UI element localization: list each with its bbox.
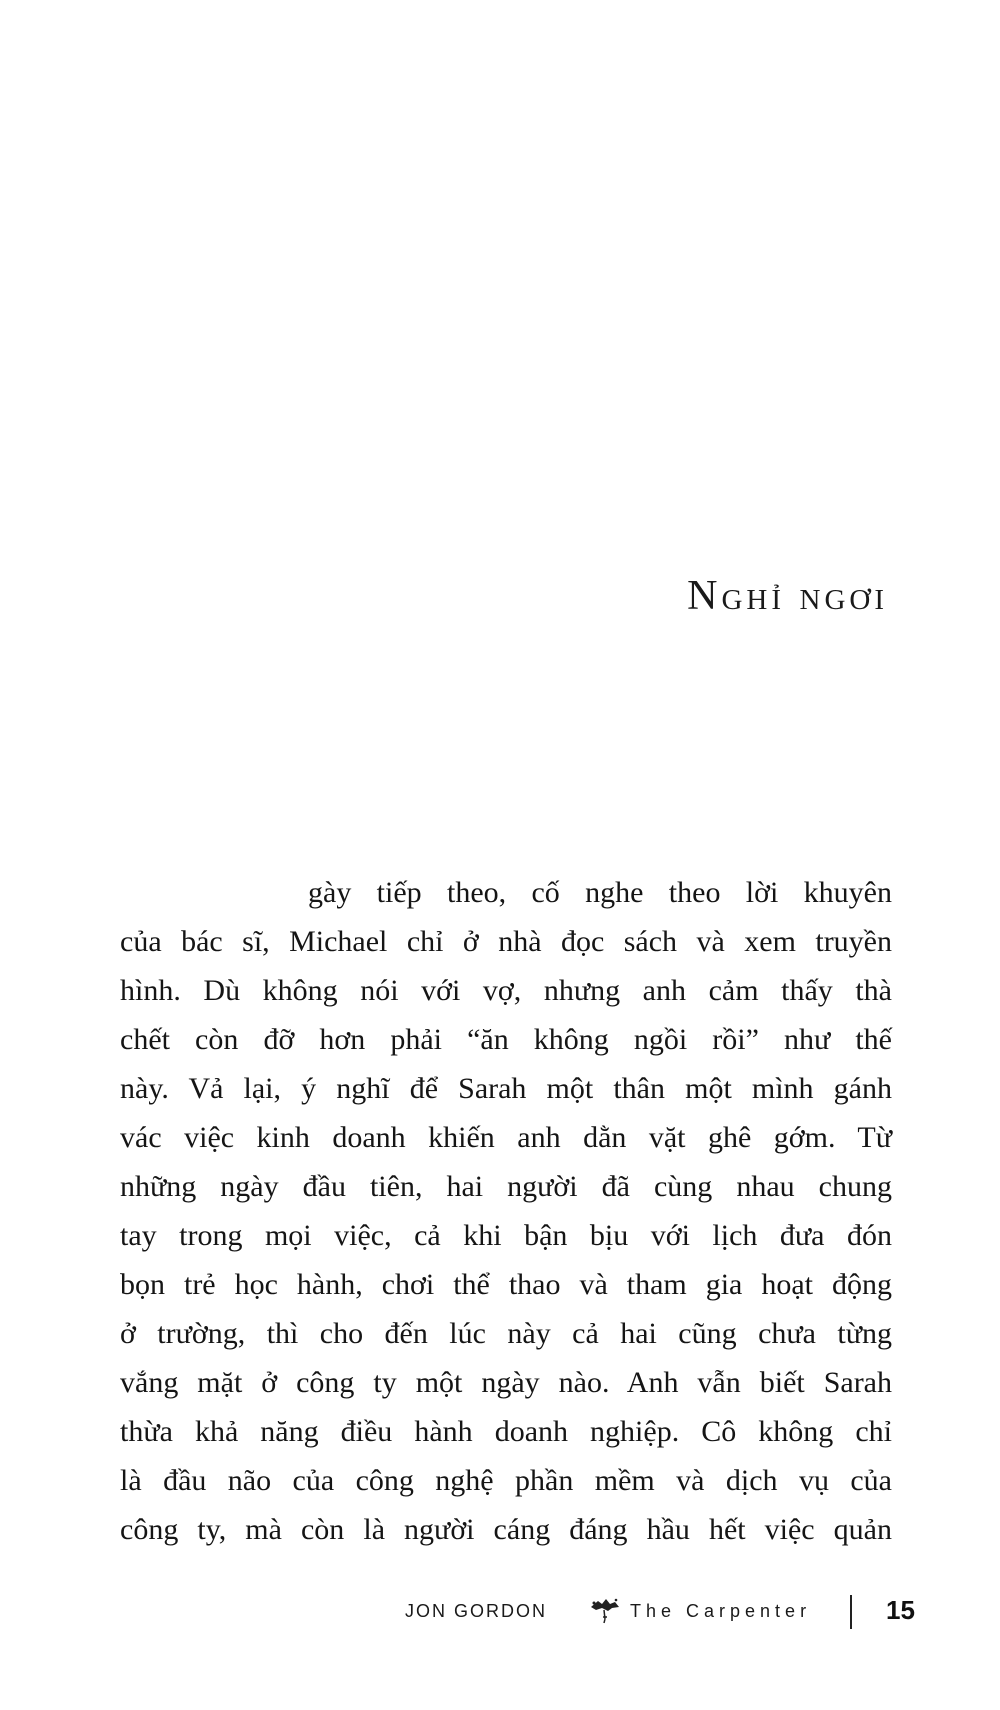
body-paragraph — [120, 868, 892, 1554]
body-line: công ty, mà còn là người cáng đáng hầu hết việc quản — [120, 1513, 892, 1546]
body-line: thừa khả năng điều hành doanh nghiệp. Cô không chỉ — [120, 1415, 892, 1448]
page-number: 15 — [886, 1595, 915, 1625]
running-footer — [0, 1595, 1000, 1631]
body-line: vắng mặt ở công ty một ngày nào. Anh vẫn biết Sarah — [120, 1366, 892, 1399]
body-line: bọn trẻ học hành, chơi thể thao và tham gia hoạt động — [120, 1268, 892, 1301]
body-line: ở trường, thì cho đến lúc này cả hai cũng chưa từng — [120, 1317, 892, 1350]
body-line: vác việc kinh doanh khiến anh dằn vặt ghê gớm. Từ — [120, 1121, 892, 1154]
chapter-title: Nghỉ ngơi — [687, 573, 888, 619]
body-line: của bác sĩ, Michael chỉ ở nhà đọc sách và xem truyền — [120, 925, 892, 958]
body-line: gày tiếp theo, cố nghe theo lời khuyên — [308, 876, 892, 909]
body-line: chết còn đỡ hơn phải “ăn không ngồi rồi” như thế — [120, 1023, 892, 1056]
footer-book-title: The Carpenter — [630, 1601, 812, 1621]
body-line: những ngày đầu tiên, hai người đã cùng nhau chung — [120, 1170, 892, 1203]
footer-divider — [850, 1595, 852, 1629]
footer-author: JON GORDON — [405, 1601, 548, 1621]
carpenter-ornament-icon — [588, 1595, 622, 1625]
body-line: là đầu não của công nghệ phần mềm và dịch vụ của — [120, 1464, 892, 1497]
body-line: hình. Dù không nói với vợ, nhưng anh cảm thấy thà — [120, 974, 892, 1007]
body-line: này. Vả lại, ý nghĩ để Sarah một thân một mình gánh — [120, 1072, 892, 1105]
body-line: tay trong mọi việc, cả khi bận bịu với lịch đưa đón — [120, 1219, 892, 1252]
